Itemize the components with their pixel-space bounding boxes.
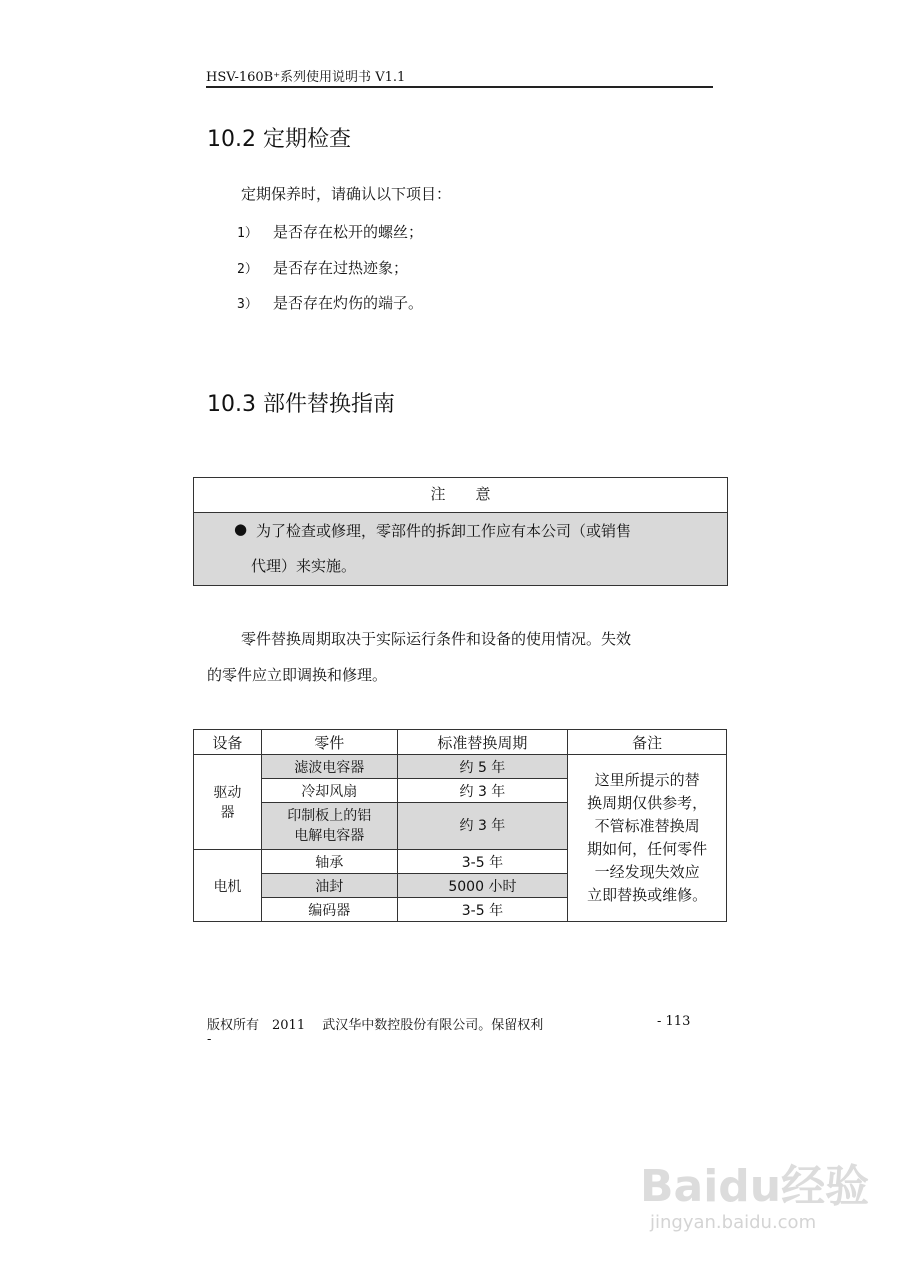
- period-cell: 约 3 年: [397, 779, 568, 803]
- list-text: 是否存在灼伤的端子。: [273, 294, 424, 312]
- inspect-intro: 定期保养时，请确认以下项目：: [241, 185, 452, 203]
- note-cell: [568, 755, 727, 922]
- list-text: 是否存在过热迹象；: [273, 259, 409, 277]
- header-part: 零件: [261, 730, 397, 755]
- replacement-table: [193, 729, 727, 922]
- list-number: 1）: [237, 226, 258, 241]
- note-line: 期如何，任何零件: [587, 840, 708, 858]
- replace-para-line2: 的零件应立即调换和修理。: [207, 666, 388, 684]
- header-device: 设备: [194, 730, 262, 755]
- period-cell: 3-5 年: [397, 898, 568, 922]
- notice-text-line1: 为了检查或修理，零部件的拆卸工作应有本公司（或销售: [256, 522, 632, 540]
- list-item: [237, 221, 423, 242]
- table-row: [194, 755, 727, 779]
- notice-title: 注 意: [194, 478, 727, 513]
- part-line: 印制板上的铝: [287, 808, 372, 824]
- section-heading-replace: 10.3 部件替换指南: [207, 392, 395, 417]
- part-cell: 冷却风扇: [261, 779, 397, 803]
- part-cell: [261, 803, 397, 850]
- part-line: 电解电容器: [294, 828, 365, 844]
- replace-para-line1: 零件替换周期取决于实际运行条件和设备的使用情况。失效: [241, 630, 632, 648]
- note-line: 立即替换或维修。: [587, 886, 708, 904]
- watermark-url: jingyan.baidu.com: [650, 1212, 817, 1233]
- note-line: 换周期仅供参考，: [587, 794, 708, 812]
- list-number: 3）: [237, 297, 258, 312]
- section-heading-inspect: 10.2 定期检查: [207, 127, 351, 152]
- period-cell: 约 3 年: [397, 803, 568, 850]
- list-text: 是否存在松开的螺丝；: [273, 223, 424, 241]
- period-cell: 5000 小时: [397, 874, 568, 898]
- watermark-logo: Baidu经验: [640, 1161, 870, 1212]
- footer-dash: -: [207, 1032, 212, 1047]
- period-cell: 约 5 年: [397, 755, 568, 779]
- header-note: 备注: [568, 730, 727, 755]
- notice-box: [193, 477, 728, 586]
- notice-body: [194, 513, 727, 585]
- note-line: 一经发现失效应: [594, 863, 700, 881]
- device-line: 器: [220, 805, 235, 821]
- part-cell: 轴承: [261, 850, 397, 874]
- part-cell: 编码器: [261, 898, 397, 922]
- note-line: 不管标准替换周: [594, 817, 700, 835]
- part-cell: 滤波电容器: [261, 755, 397, 779]
- bullet-icon: ●: [234, 520, 248, 538]
- list-item: [237, 292, 423, 313]
- list-item: [237, 257, 408, 278]
- footer-page-number: - 113: [657, 1014, 691, 1029]
- part-cell: 油封: [261, 874, 397, 898]
- device-line: 驱动: [213, 785, 242, 801]
- note-line: 这里所提示的替: [594, 771, 700, 789]
- header-period: 标准替换周期: [397, 730, 568, 755]
- list-number: 2）: [237, 262, 258, 277]
- page-header: [206, 66, 713, 88]
- footer-copyright: 版权所有 2011 武汉华中数控股份有限公司。保留权利: [207, 1018, 544, 1033]
- period-cell: 3-5 年: [397, 850, 568, 874]
- table-header-row: [194, 730, 727, 755]
- manual-title: HSV-160B⁺系列使用说明书 V1.1: [206, 70, 406, 85]
- device-cell-drive: [194, 755, 262, 850]
- notice-text-line2: 代理）来实施。: [251, 557, 357, 575]
- device-cell-motor: 电机: [194, 850, 262, 922]
